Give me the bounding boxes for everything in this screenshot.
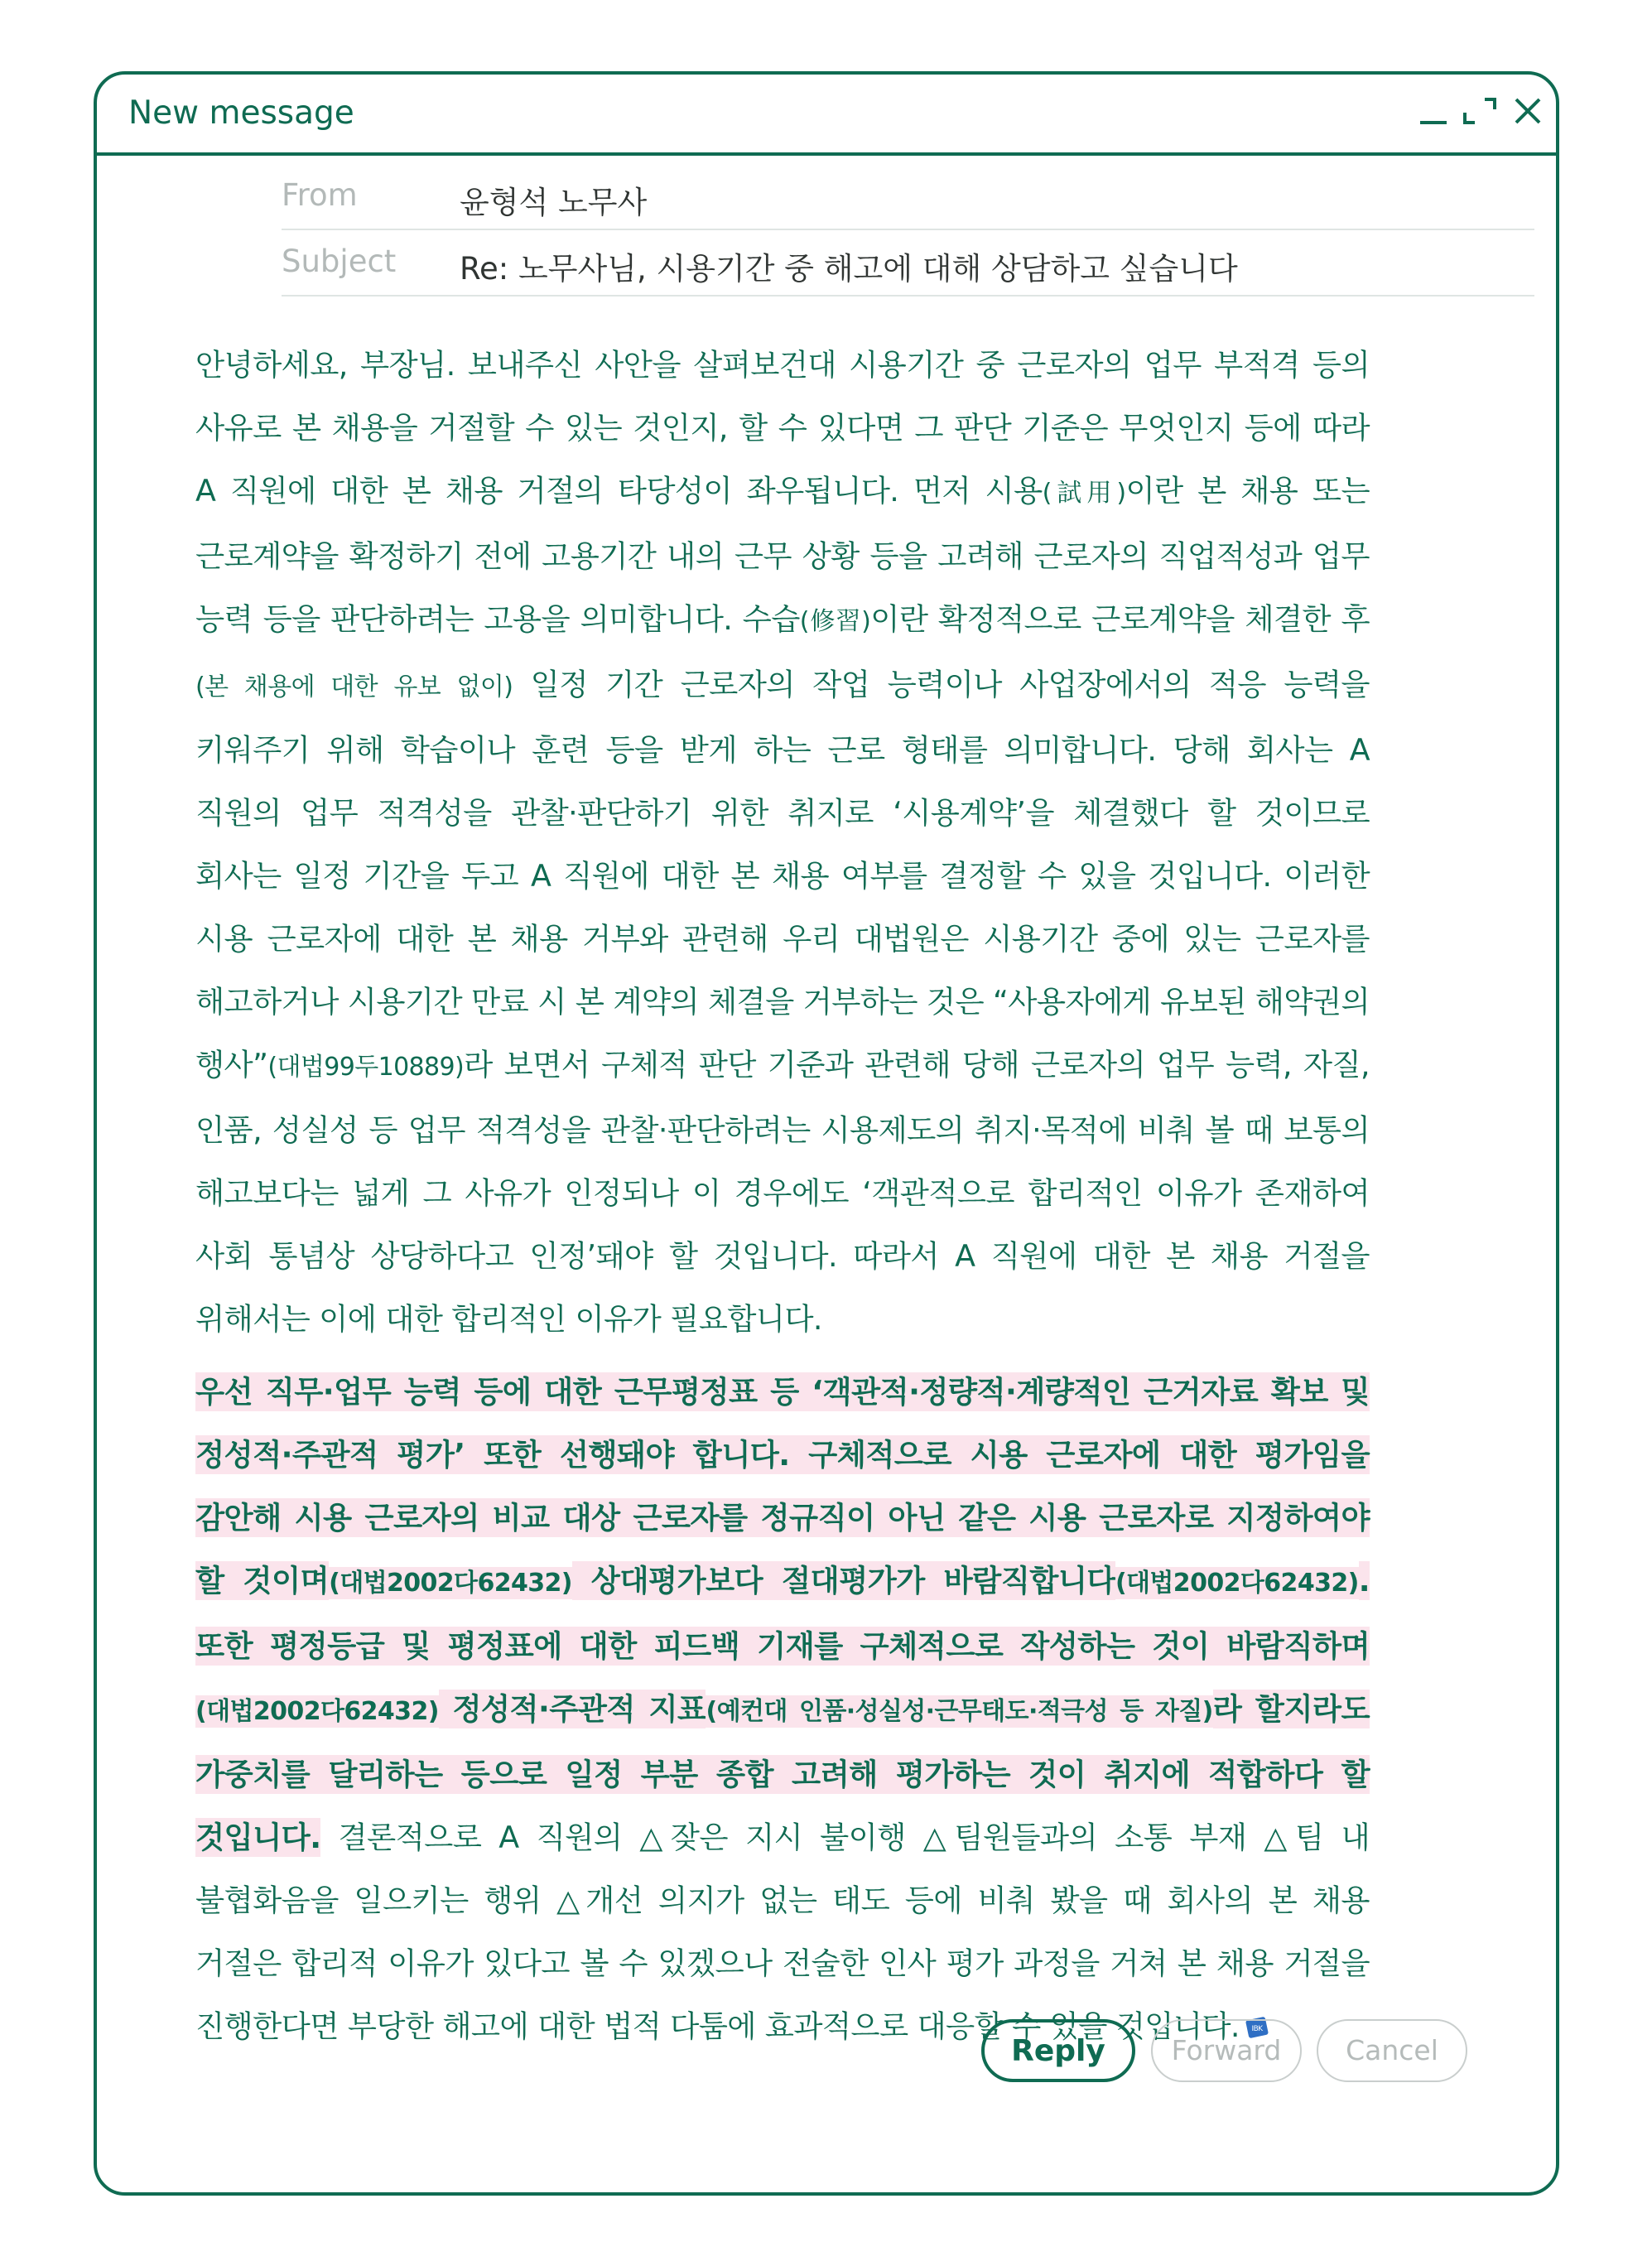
body-text-note: (본 채용에 대한 유보 없이) <box>195 673 513 701</box>
highlighted-note: (대법2002다62432) <box>329 1569 572 1598</box>
body-text-segment: 라 보면서 구체적 판단 기준과 관련해 당해 근로자의 업무 능력, 자질, 인품, 성실성 등 업무 적격성을 관찰·판단하려는 시용제도의 취지·목적에 비춰 볼 때 보통의 해고보다는 넓게 그 사유가 인정되나 이 경우에도 ‘객관적으로 합리적인 이유가 존재하여 사회 통념상 상당하다고 인정’돼야 할 것입니다. 따라서 A 직원에 대한 본 채용 거절을 위해서는 이에 대한 합리적인 이유가 필요합니다. <box>195 1047 1370 1337</box>
cancel-button[interactable]: Cancel <box>1317 2019 1467 2082</box>
highlighted-text: 라 할지라도 가중치를 달리하는 등으로 일정 부분 종합 고려해 평가하는 것이 취지에 적합하다 할 것입니다. <box>195 1691 1370 1855</box>
forward-button[interactable]: Forward <box>1151 2019 1302 2082</box>
body-text-note: (試用) <box>1042 479 1126 508</box>
body-text-segment: 이란 본 채용 또는 근로계약을 확정하기 전에 고용기간 내의 근무 상황 등을 고려해 근로자의 직업적성과 업무 능력 등을 판단하려는 고용을 의미합니다. 수습 <box>195 473 1370 637</box>
subject-row <box>282 229 1534 297</box>
body-text-note: (修習) <box>799 607 871 636</box>
from-value: 윤형석 노무사 <box>460 185 648 220</box>
highlighted-text: 우선 직무·업무 능력 등에 대한 근무평정표 등 ‘객관적·정량적·계량적인 근거자료 확보 및 정성적·주관적 평가’ 또한 선행돼야 합니다. 구체적으로 시용 근로자에 대한 평가임을 감안해 시용 근로자의 비교 대상 근로자를 정규직이 아닌 같은 시용 근로자로 지정하여야 할 것이며 <box>195 1374 1370 1598</box>
svg-text:IBK: IBK <box>1251 2025 1263 2033</box>
from-label: From <box>282 177 358 213</box>
minimize-icon[interactable] <box>1414 91 1455 133</box>
body-text-segment: 이란 확정적으로 근로계약을 체결한 후 <box>870 601 1370 637</box>
body-text-note: (대법99두10889) <box>267 1053 465 1082</box>
reply-button[interactable]: Reply <box>981 2019 1135 2082</box>
highlighted-text: 정성적·주관적 지표 <box>438 1691 706 1727</box>
body-text-segment: 일정 기간 근로자의 작업 능력이나 사업장에서의 적응 능력을 키워주기 위해 학습이나 훈련 등을 받게 하는 근로 형태를 의미합니다. 당해 회사는 A 직원의 업무 적격성을 관찰·판단하기 위한 취지로 ‘시용계약’을 체결했다 할 것이므로 회사는 일정 기간을 두고 A 직원에 대한 본 채용 여부를 결정할 수 있을 것입니다. 이러한 시용 근로자에 대한 본 채용 거부와 관련해 우리 대법원은 시용기간 중에 있는 근로자를 해고하거나 시용기간 만료 시 본 계약의 체결을 거부하는 것은 “사용자에게 유보된 해약권의 행사” <box>195 667 1370 1082</box>
highlighted-note: (예컨대 인품·성실성·근무태도·적극성 등 자질) <box>706 1697 1213 1726</box>
body-paragraph-2 <box>195 1361 1370 2058</box>
title-bar <box>97 75 1556 156</box>
expand-icon[interactable] <box>1460 91 1501 133</box>
message-body <box>195 334 1370 2058</box>
subject-value: Re: 노무사님, 시용기간 중 해고에 대해 상담하고 싶습니다 <box>460 251 1238 287</box>
window-title: New message <box>128 94 354 132</box>
from-row <box>282 162 1534 230</box>
highlighted-note: (대법2002다62432) <box>195 1697 439 1726</box>
subject-label: Subject <box>282 243 397 279</box>
body-text-segment: 결론적으로 A 직원의 △잦은 지시 불이행 △팀원들과의 소통 부재 △팀 내 불협화음을 일으키는 행위 △개선 의지가 없는 태도 등에 비춰 봤을 때 회사의 본 채용 거절은 합리적 이유가 있다고 볼 수 있겠으나 전술한 인사 평가 과정을 거쳐 본 채용 거절을 진행한다면 부당한 해고에 대한 법적 다툼에 효과적으로 대응할 수 있을 것입니다. <box>195 1820 1370 2044</box>
highlighted-text: 상대평가보다 절대평가가 바람직합니다 <box>571 1563 1115 1598</box>
body-text-segment: 안녕하세요, 부장님. 보내주신 사안을 살펴보건대 시용기간 중 근로자의 업무 부적격 등의 사유로 본 채용을 거절할 수 있는 것인지, 할 수 있다면 그 판단 기준은 무엇인지 등에 따라 A 직원에 대한 본 채용 거절의 타당성이 좌우됩니다. 먼저 시용 <box>195 347 1370 509</box>
highlighted-note: (대법2002다62432) <box>1115 1569 1359 1598</box>
close-icon[interactable] <box>1508 91 1549 133</box>
body-paragraph-1 <box>195 334 1370 1351</box>
highlighted-text: . 또한 평정등급 및 평정표에 대한 피드백 기재를 구체적으로 작성하는 것이 바람직하며 <box>195 1563 1370 1664</box>
